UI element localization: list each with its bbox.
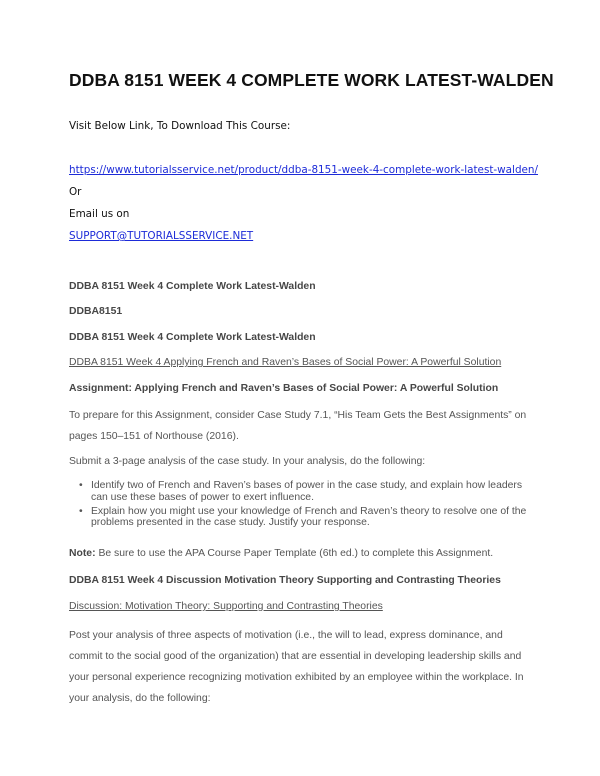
list-item	[69, 506, 529, 530]
note-label: Note:	[69, 548, 96, 559]
discussion-heading: DDBA 8151 Week 4 Discussion Motivation Theory Supporting and Contrasting Theories	[69, 575, 501, 586]
assignment-heading: Assignment: Applying French and Raven’s Bases of Social Power: A Powerful Solution	[69, 383, 499, 394]
instructions-list	[69, 480, 529, 531]
or-text: Or	[69, 186, 82, 198]
assignment-link[interactable]: DDBA 8151 Week 4 Applying French and Raven’s Bases of Social Power: A Powerful Solution	[69, 357, 502, 368]
note-text: Be sure to use the APA Course Paper Template (6th ed.) to complete this Assignment.	[95, 548, 494, 559]
note-paragraph	[69, 548, 493, 559]
section-heading-1: DDBA 8151 Week 4 Complete Work Latest-Walden	[69, 281, 316, 292]
list-item-text: Explain how you might use your knowledge of French and Raven’s theory to resolve one of the problems presented in the case study. Justify your response.	[91, 505, 527, 529]
email-text: Email us on	[69, 208, 130, 220]
bullet-icon: •	[79, 480, 83, 491]
list-item-text: Identify two of French and Raven’s bases of power in the case study, and explain how leaders can use these bases of power to exert influence.	[91, 480, 523, 503]
prepare-paragraph: To prepare for this Assignment, consider Case Study 7.1, “His Team Gets the Best Assignments” on pages 150–151 of Northouse (2016).	[69, 410, 527, 442]
document-title: DDBA 8151 WEEK 4 COMPLETE WORK LATEST-WALDEN	[69, 70, 554, 90]
bullet-icon: •	[79, 505, 83, 517]
discussion-link[interactable]: Discussion: Motivation Theory: Supporting and Contrasting Theories	[69, 601, 383, 612]
section-heading-2: DDBA 8151 Week 4 Complete Work Latest-Walden	[69, 332, 316, 343]
email-link[interactable]: SUPPORT@TUTORIALSSERVICE.NET	[69, 230, 254, 242]
post-paragraph: Post your analysis of three aspects of motivation (i.e., the will to lead, express dominance, and commit to the social good of the organization) that are essential in developing leadership skills and your personal experience recognizing motivation exhibited by an employee within the workplace. In your analysis, do the following:	[69, 630, 524, 704]
course-code: DDBA8151	[69, 306, 123, 317]
submit-paragraph: Submit a 3-page analysis of the case study. In your analysis, do the following:	[69, 456, 426, 467]
visit-text: Visit Below Link, To Download This Course:	[69, 120, 291, 132]
list-item	[69, 480, 529, 504]
product-link[interactable]: https://www.tutorialsservice.net/product/ddba-8151-week-4-complete-work-latest-walden/	[69, 164, 539, 176]
